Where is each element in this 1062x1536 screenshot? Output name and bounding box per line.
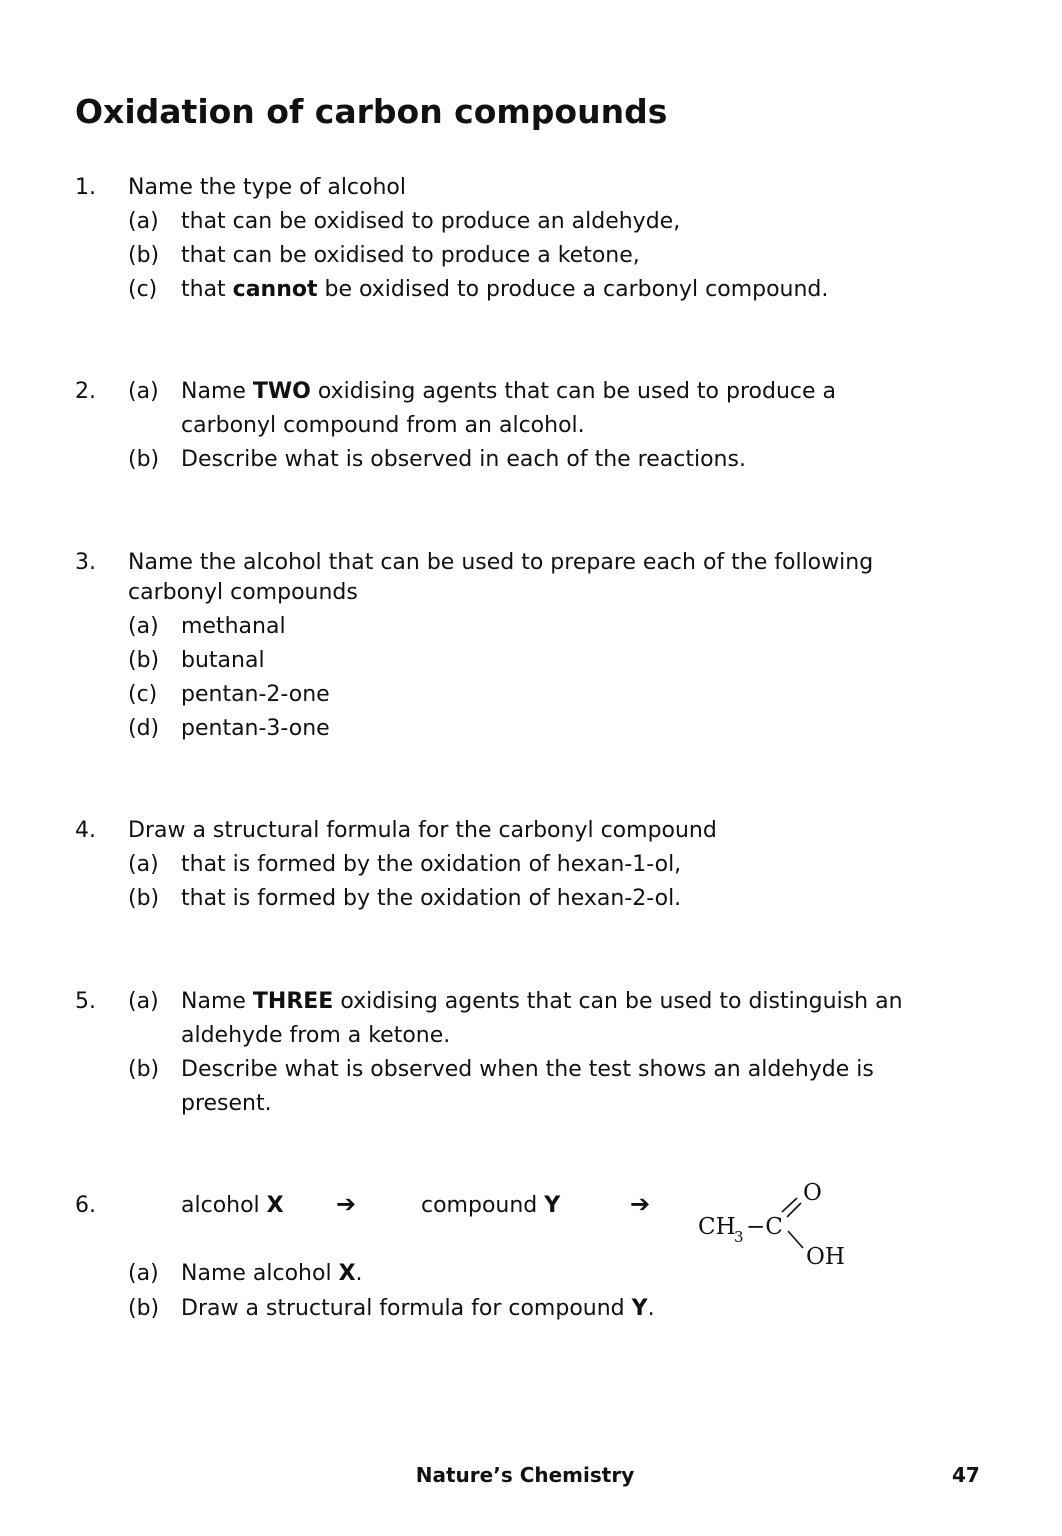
part-label: (a): [128, 852, 159, 877]
question-number: 5.: [75, 989, 96, 1014]
question-number: 4.: [75, 818, 96, 843]
part-text: Describe what is observed in each of the reactions.: [181, 447, 746, 472]
arrow-right-icon: ➔: [336, 1190, 357, 1218]
part-text: Name THREE oxidising agents that can be used to distinguish an: [181, 989, 903, 1014]
part-text-continued: aldehyde from a ketone.: [181, 1023, 451, 1048]
emphasis: X: [338, 1261, 356, 1286]
question-number: 6.: [75, 1193, 96, 1218]
part-text: that is formed by the oxidation of hexan-1-ol,: [181, 852, 682, 877]
question-stem-continued: carbonyl compounds: [128, 580, 358, 605]
single-bond-line: [788, 1231, 803, 1248]
part-text: that can be oxidised to produce an aldehyde,: [181, 209, 681, 234]
part-text-continued: present.: [181, 1091, 272, 1116]
part-label: (b): [128, 648, 160, 673]
part-label: (b): [128, 1296, 160, 1321]
footer-title: Nature’s Chemistry: [415, 1463, 635, 1487]
compound-y-label: compound Y: [421, 1193, 561, 1218]
part-label: (b): [128, 886, 160, 911]
emphasis: TWO: [252, 379, 311, 404]
question-stem: Name the alcohol that can be used to prepare each of the following: [128, 550, 874, 575]
part-text: pentan-3-one: [181, 716, 330, 741]
part-label: (b): [128, 243, 160, 268]
part-label: (a): [128, 209, 159, 234]
part-text: pentan-2-one: [181, 682, 330, 707]
part-text: that is formed by the oxidation of hexan-2-ol.: [181, 886, 682, 911]
part-label: (a): [128, 1261, 159, 1286]
part-text: Draw a structural formula for compound Y.: [181, 1296, 655, 1321]
part-text: butanal: [181, 648, 265, 673]
part-text: that can be oxidised to produce a ketone,: [181, 243, 640, 268]
arrow-right-icon: ➔: [630, 1190, 651, 1218]
part-label: (c): [128, 682, 158, 707]
emphasis: THREE: [252, 989, 334, 1014]
question-stem: Draw a structural formula for the carbonyl compound: [128, 818, 717, 843]
part-text: Name alcohol X.: [181, 1261, 363, 1286]
emphasis: cannot: [232, 277, 318, 302]
emphasis: Y: [631, 1296, 648, 1321]
page-title: Oxidation of carbon compounds: [75, 92, 668, 131]
part-text: Describe what is observed when the test shows an aldehyde is: [181, 1057, 874, 1082]
part-label: (a): [128, 614, 159, 639]
part-text: Name TWO oxidising agents that can be used to produce a: [181, 379, 837, 404]
part-label: (b): [128, 1057, 160, 1082]
alcohol-x-label: alcohol X: [181, 1193, 284, 1218]
formula-hydroxyl: OH: [806, 1244, 845, 1270]
part-text: that cannot be oxidised to produce a carbonyl compound.: [181, 277, 829, 302]
part-label: (a): [128, 379, 159, 404]
question-number: 3.: [75, 550, 96, 575]
part-label: (c): [128, 277, 158, 302]
part-label: (d): [128, 716, 160, 741]
question-number: 1.: [75, 175, 96, 200]
part-text-continued: carbonyl compound from an alcohol.: [181, 413, 585, 438]
part-label: (b): [128, 447, 160, 472]
formula-oxygen: O: [803, 1180, 822, 1206]
part-label: (a): [128, 989, 159, 1014]
question-number: 2.: [75, 379, 96, 404]
part-text: methanal: [181, 614, 286, 639]
formula-carbon: −C: [746, 1214, 783, 1240]
formula-subscript: 3: [734, 1228, 744, 1246]
page-number: 47: [952, 1463, 980, 1487]
question-stem: Name the type of alcohol: [128, 175, 406, 200]
ethanoic-acid-structure: [690, 1176, 870, 1276]
formula-ch: CH: [698, 1214, 736, 1240]
